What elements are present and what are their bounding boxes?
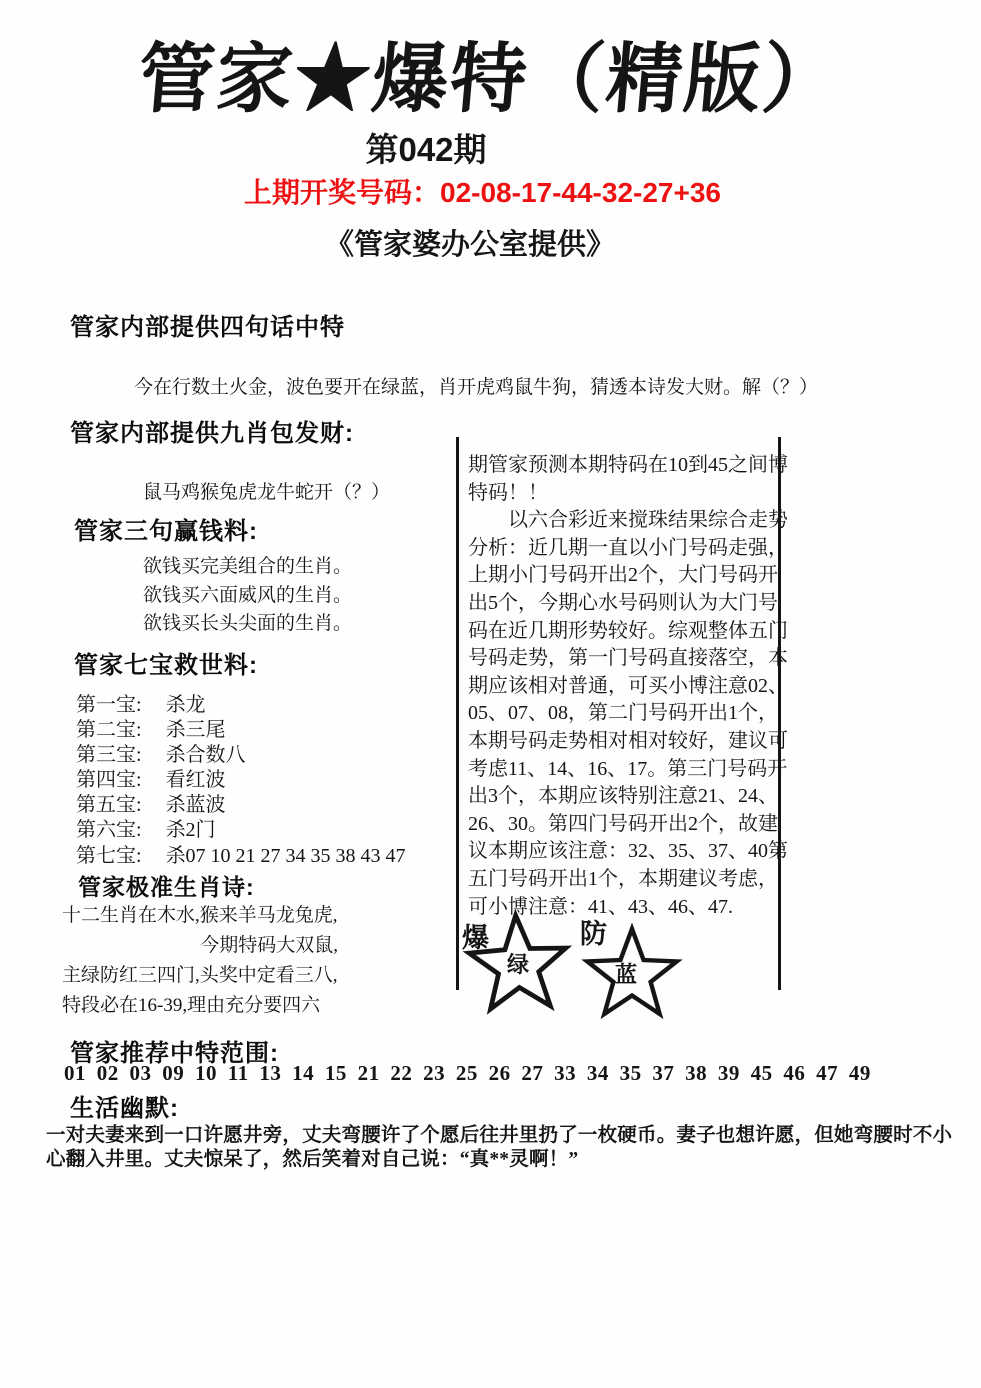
treasure-label: 第三宝:	[76, 744, 142, 767]
section-heading-seven-treasures: 管家七宝救世料:	[74, 652, 258, 679]
star-color-green: 绿	[507, 952, 530, 977]
analysis-line: 特码！！	[468, 481, 548, 504]
four-lines-poem: 今在行数土火金，波色要开在绿蓝，肖开虎鸡鼠牛狗，猜透本诗发大财。解（？）	[134, 377, 819, 398]
zodiac-poem-line-4: 特段必在16-39,理由充分要四六	[62, 995, 321, 1016]
treasure-row	[76, 713, 406, 742]
analysis-line: 上期小门号码开出2个，大门号码开	[468, 564, 778, 587]
analysis-line: 本期号码走势相对相对较好，建议可	[468, 729, 788, 752]
treasure-row	[76, 688, 406, 716]
analysis-line: 号码走势，第一门号码直接落空，本	[468, 647, 788, 670]
treasure-label: 第五宝:	[76, 794, 142, 817]
treasure-row	[76, 738, 406, 767]
analysis-line: 出5个，今期心水号码则认为大门号	[468, 591, 778, 614]
zodiac-poem-line-3: 主绿防红三四门,头奖中定看三八,	[62, 965, 338, 986]
treasure-row	[76, 839, 406, 867]
treasure-value: 杀龙	[165, 694, 206, 716]
star-prefix-guard: 防	[580, 919, 607, 949]
treasure-value: 杀蓝波	[165, 794, 226, 817]
page-title: 管家★爆特（精版）	[134, 38, 845, 122]
zodiac-poem-line-2: 今期特码大双鼠,	[200, 935, 338, 956]
last-draw-numbers: 上期开奖号码：02-08-17-44-32-27+36	[244, 177, 721, 208]
section-heading-zodiac-poem: 管家极准生肖诗:	[78, 874, 255, 900]
treasure-label: 第二宝:	[76, 719, 142, 742]
analysis-line: 26、30。第四门号码开出2个，故建	[468, 812, 778, 835]
seven-treasures-list	[76, 688, 406, 867]
treasure-value: 看红波	[165, 769, 226, 792]
analysis-line: 考虑11、14、16、17。第三门号码开	[468, 757, 788, 780]
analysis-line: 码在近几期形势较好。综观整体五门	[468, 619, 788, 642]
analysis-line: 期应该相对普通，可买小博注意02、	[468, 674, 788, 697]
star-color-blue: 蓝	[615, 962, 638, 987]
section-heading-range: 管家推荐中特范围:	[70, 1040, 279, 1067]
treasure-label: 第六宝:	[76, 819, 142, 842]
analysis-line: 分析：近几期一直以小门号码走强，	[468, 536, 788, 559]
treasure-value: 杀2门	[165, 819, 216, 842]
analysis-line: 以六合彩近来搅珠结果综合走势	[468, 509, 788, 532]
treasure-value: 杀合数八	[165, 744, 246, 767]
three-lines-list	[143, 553, 352, 639]
section-heading-nine-zodiac: 管家内部提供九肖包发财:	[70, 420, 354, 447]
analysis-line: 05、07、08，第二门号码开出1个，	[468, 702, 778, 725]
range-numbers: 01 02 03 09 10 11 13 14 15 21 22 23 25 26 27 33 34 35 37 38 39 45 46 47 49	[64, 1061, 871, 1085]
money-line: 欲钱买六面威风的生肖。	[143, 584, 353, 606]
humor-text: 一对夫妻来到一口许愿井旁，丈夫弯腰许了个愿后往井里扔了一枚硬币。妻子也想许愿，但她弯腰时不小心翻入井里。丈夫惊呆了，然后笑着对自己说：“真**灵啊！”	[46, 1125, 953, 1170]
analysis-line: 出3个，本期应该特别注意21、24、	[468, 785, 778, 808]
analysis-text	[468, 452, 788, 921]
treasure-label: 第四宝:	[76, 769, 142, 792]
treasure-value: 杀三尾	[165, 719, 226, 742]
treasure-row	[76, 813, 406, 842]
analysis-line: 议本期应该注意：32、35、37、40第	[468, 840, 788, 863]
provider-line: 《管家婆办公室提供》	[324, 229, 615, 261]
zodiac-poem-line-1: 十二生肖在木水,猴来羊马龙兔虎,	[62, 905, 338, 926]
analysis-line: 可小博注意：41、43、46、47.	[468, 895, 733, 918]
money-line: 欲钱买完美组合的生肖。	[143, 556, 353, 577]
treasure-value: 杀07 10 21 27 34 35 38 43 47	[165, 844, 406, 867]
nine-zodiac-content: 鼠马鸡猴兔虎龙牛蛇开（？）	[143, 482, 391, 503]
section-heading-four-lines: 管家内部提供四句话中特	[70, 314, 345, 341]
treasure-row	[76, 788, 406, 817]
analysis-line: 期管家预测本期特码在10到45之间博	[468, 454, 788, 476]
star-prefix-explode: 爆	[462, 923, 489, 953]
issue-number: 第042期	[365, 131, 487, 168]
treasure-label: 第七宝:	[76, 844, 142, 867]
treasure-label: 第一宝:	[76, 694, 142, 716]
section-heading-three-lines: 管家三句赢钱料:	[74, 518, 258, 545]
section-heading-humor: 生活幽默:	[70, 1095, 179, 1122]
analysis-line: 五门号码开出1个，本期建议考虑，	[468, 867, 778, 890]
money-line: 欲钱买长头尖面的生肖。	[143, 613, 353, 634]
